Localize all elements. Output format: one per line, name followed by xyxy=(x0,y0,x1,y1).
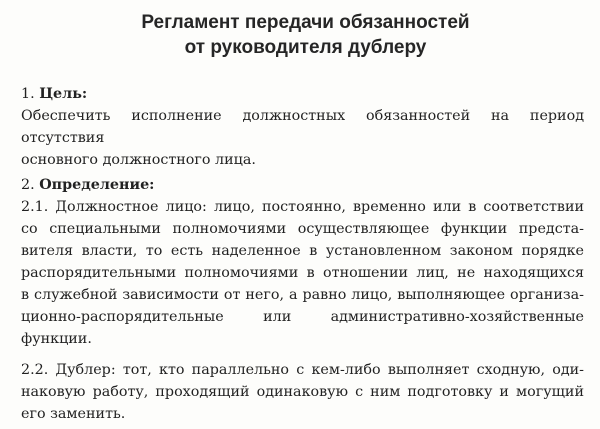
section-definition xyxy=(21,174,584,350)
understudy-line-3: его заменить. xyxy=(21,406,126,422)
section-goal-line-1: Обеспечить исполнение должностных обязанностей на период отсутствия xyxy=(21,108,584,146)
section-goal-title: Цель: xyxy=(39,86,88,102)
definition-line-3: вителя власти, то есть наделенное в установленном законом порядке xyxy=(21,243,584,259)
understudy-line-1: 2.2. Дублер: тот, кто параллельно с кем-либо выполняет сходную, оди- xyxy=(21,362,584,378)
title-line-1: Регламент передачи обязанностей xyxy=(141,12,470,33)
section-definition-number: 2. xyxy=(21,177,35,193)
section-goal xyxy=(21,83,584,171)
document-title xyxy=(21,10,584,60)
section-goal-number: 1. xyxy=(21,86,35,102)
definition-line-6: ционно-распорядительные или административно-хозяйственные функции. xyxy=(21,309,584,347)
definition-line-2: со специальными полномочиями осуществляющее функции предста- xyxy=(21,221,584,237)
definition-line-5: в служебной зависимости от него, а равно лицо, выполняющее организа- xyxy=(21,287,584,303)
section-goal-line-2: основного должностного лица. xyxy=(21,152,256,168)
definition-line-1: 2.1. Должностное лицо: лицо, постоянно, временно или в соответствии xyxy=(21,199,584,215)
understudy-line-2: наковую работу, проходящий одинаковую с ним подготовку и могущий xyxy=(21,384,584,400)
section-definition-title: Определение: xyxy=(39,177,155,193)
section-understudy xyxy=(21,359,584,425)
section-goal-heading xyxy=(21,83,584,105)
section-definition-heading xyxy=(21,174,584,196)
title-line-2: от руководителя дублеру xyxy=(184,37,427,58)
definition-line-4: распорядительными полномочиями в отношении лиц, не находящихся xyxy=(21,265,584,281)
